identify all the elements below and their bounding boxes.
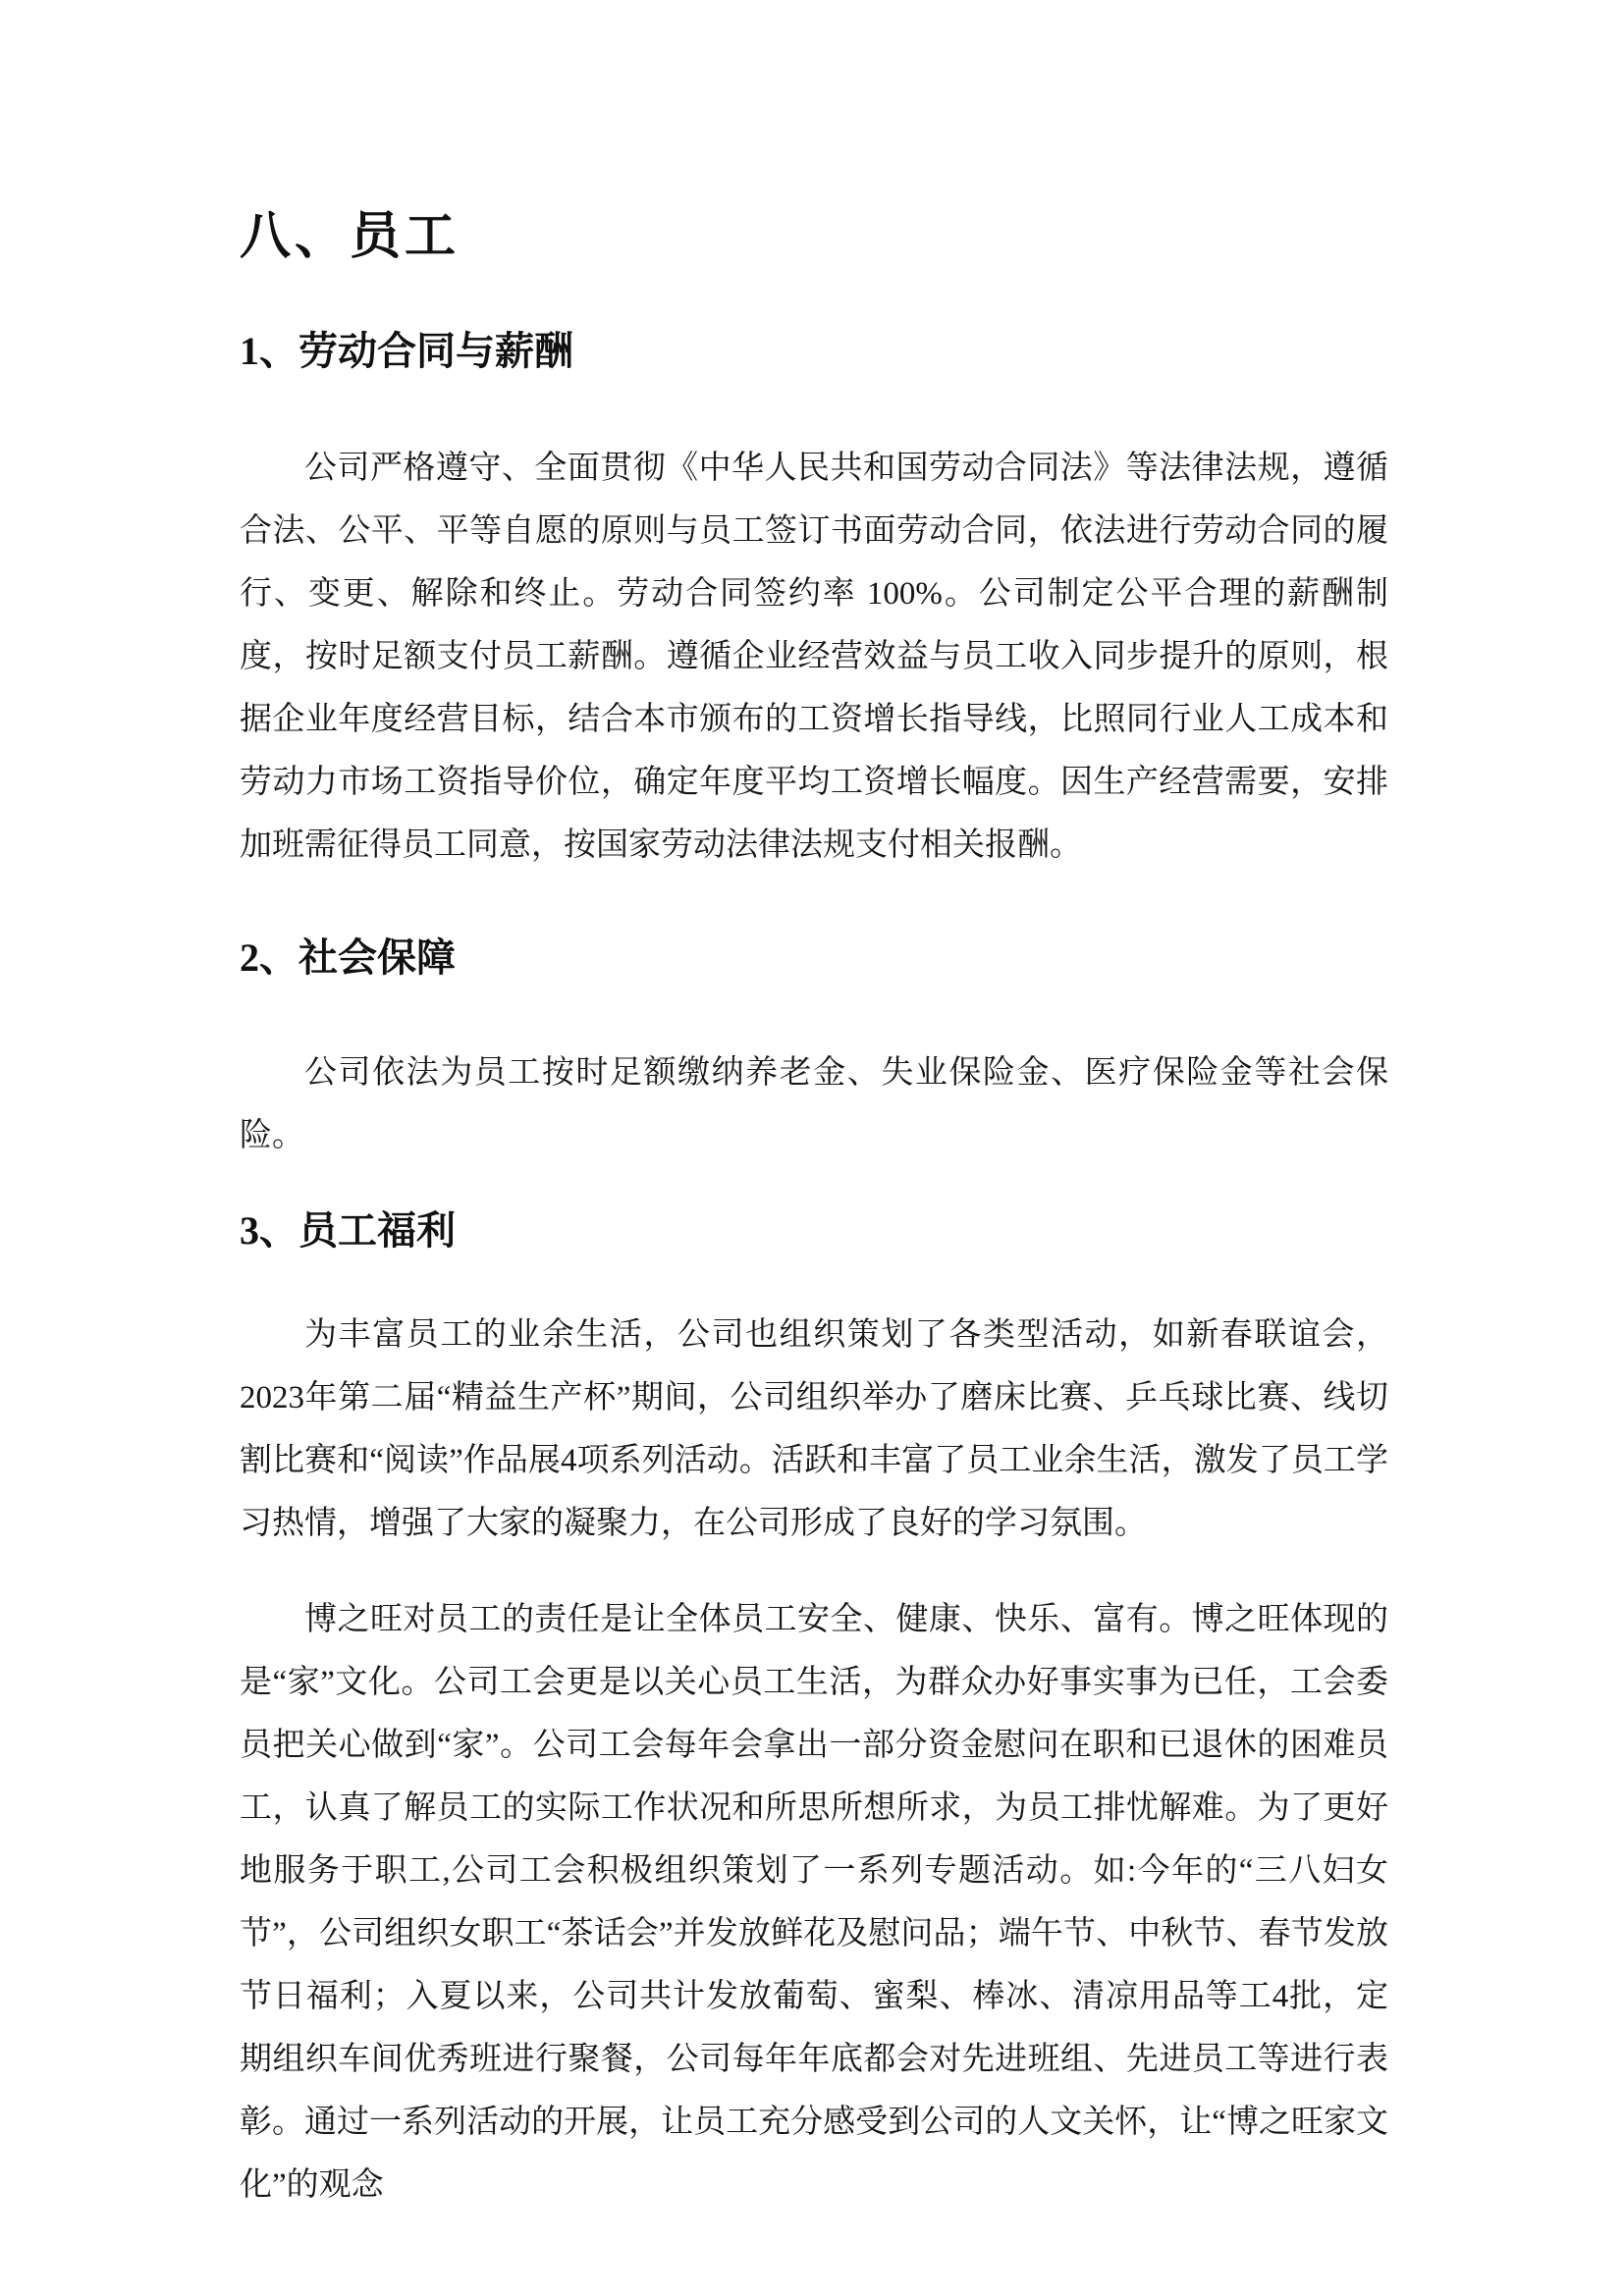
section-heading-employee-welfare: 3、员工福利 [240,1208,456,1253]
section-heading-labor-contract: 1、劳动合同与薪酬 [240,329,573,373]
page-title: 八、员工 [240,207,460,266]
paragraph-labor-contract: 公司严格遵守、全面贯彻《中华人民共和国劳动合同法》等法律法规，遵循合法、公平、平等自愿的原则与员工签订书面劳动合同，依法进行劳动合同的履行、变更、解除和终止。劳动合同签约率 100%。公司制定公平合理的薪酬制度，按时足额支付员工薪酬。遵循企业经营效益与员工收入同步提升的原则，根据企业年度经营目标，结合本市颁布的工资增长指导线，比照同行业人工成本和劳动力市场工资指导价位，确定年度平均工资增长幅度。因生产经营需要，安排加班需征得员工同意，按国家劳动法律法规支付相关报酬。 [240,451,1388,863]
paragraph-social-security: 公司依法为员工按时足额缴纳养老金、失业保险金、医疗保险金等社会保险。 [240,1055,1388,1153]
section-heading-social-security: 2、社会保障 [240,935,456,980]
paragraph-employee-welfare-activities: 为丰富员工的业余生活，公司也组织策划了各类型活动，如新春联谊会，2023年第二届“精益生产杯”期间，公司组织举办了磨床比赛、乒乓球比赛、线切割比赛和“阅读”作品展4项系列活动。活跃和丰富了员工业余生活，激发了员工学习热情，增强了大家的凝聚力，在公司形成了良好的学习氛围。 [240,1317,1388,1541]
paragraph-employee-welfare-family-culture: 博之旺对员工的责任是让全体员工安全、健康、快乐、富有。博之旺体现的是“家”文化。公司工会更是以关心员工生活，为群众办好事实事为已任，工会委员把关心做到“家”。公司工会每年会拿出一部分资金慰问在职和已退休的困难员工，认真了解员工的实际工作状况和所思所想所求，为员工排忧解难。为了更好地服务于职工,公司工会积极组织策划了一系列专题活动。如:今年的“三八妇女节”，公司组织女职工“茶话会”并发放鲜花及慰问品；端午节、中秋节、春节发放节日福利；入夏以来，公司共计发放葡萄、蜜梨、棒冰、清凉用品等工4批，定期组织车间优秀班进行聚餐，公司每年年底都会对先进班组、先进员工等进行表彰。通过一系列活动的开展，让员工充分感受到公司的人文关怀，让“博之旺家文化”的观念 [240,1602,1388,2203]
